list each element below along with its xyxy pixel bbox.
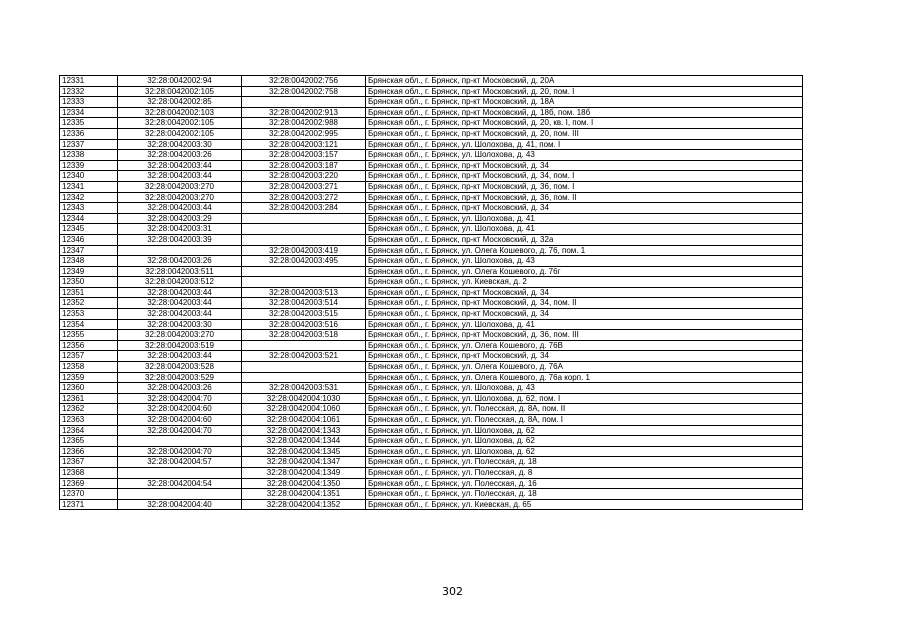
table-row xyxy=(60,234,803,245)
land-cadastral-number-cell: 32:28:0042003:519 xyxy=(118,340,242,351)
land-cadastral-number-cell: 32:28:0042004:70 xyxy=(118,425,242,436)
row-number-cell: 12365 xyxy=(60,436,118,447)
land-cadastral-number-cell: 32:28:0042003:30 xyxy=(118,139,242,150)
object-cadastral-number-cell: 32:28:0042003:187 xyxy=(242,160,366,171)
table-row xyxy=(60,76,803,87)
object-cadastral-number-cell xyxy=(242,266,366,277)
land-cadastral-number-cell: 32:28:0042002:105 xyxy=(118,86,242,97)
object-cadastral-number-cell: 32:28:0042004:1060 xyxy=(242,404,366,415)
object-cadastral-number-cell: 32:28:0042004:1347 xyxy=(242,457,366,468)
land-cadastral-number-cell xyxy=(118,489,242,500)
row-number-cell: 12347 xyxy=(60,245,118,256)
land-cadastral-number-cell: 32:28:0042003:529 xyxy=(118,372,242,383)
table-row xyxy=(60,245,803,256)
table-row xyxy=(60,118,803,129)
row-number-cell: 12363 xyxy=(60,415,118,426)
land-cadastral-number-cell: 32:28:0042003:44 xyxy=(118,351,242,362)
object-cadastral-number-cell: 32:28:0042003:518 xyxy=(242,330,366,341)
address-cell: Брянская обл., г. Брянск, пр-кт Московский, д. 18А xyxy=(366,97,803,108)
table-row xyxy=(60,139,803,150)
address-cell: Брянская обл., г. Брянск, ул. Полесская, д. 8А, пом. II xyxy=(366,404,803,415)
object-cadastral-number-cell: 32:28:0042003:531 xyxy=(242,383,366,394)
row-number-cell: 12341 xyxy=(60,181,118,192)
table-row xyxy=(60,277,803,288)
land-cadastral-number-cell: 32:28:0042003:270 xyxy=(118,330,242,341)
row-number-cell: 12362 xyxy=(60,404,118,415)
object-cadastral-number-cell: 32:28:0042002:756 xyxy=(242,76,366,87)
address-cell: Брянская обл., г. Брянск, пр-кт Московский, д. 34, пом. I xyxy=(366,171,803,182)
address-cell: Брянская обл., г. Брянск, пр-кт Московский, д. 36, пом. III xyxy=(366,330,803,341)
row-number-cell: 12339 xyxy=(60,160,118,171)
land-cadastral-number-cell xyxy=(118,245,242,256)
object-cadastral-number-cell: 32:28:0042003:419 xyxy=(242,245,366,256)
land-cadastral-number-cell: 32:28:0042002:94 xyxy=(118,76,242,87)
row-number-cell: 12357 xyxy=(60,351,118,362)
table-row xyxy=(60,203,803,214)
table-row xyxy=(60,351,803,362)
table-row xyxy=(60,478,803,489)
address-cell: Брянская обл., г. Брянск, ул. Олега Кошевого, д. 76а корп. 1 xyxy=(366,372,803,383)
row-number-cell: 12348 xyxy=(60,256,118,267)
object-cadastral-number-cell: 32:28:0042002:913 xyxy=(242,107,366,118)
row-number-cell: 12337 xyxy=(60,139,118,150)
table-row xyxy=(60,393,803,404)
row-number-cell: 12356 xyxy=(60,340,118,351)
table-row xyxy=(60,128,803,139)
object-cadastral-number-cell: 32:28:0042004:1343 xyxy=(242,425,366,436)
table-row xyxy=(60,107,803,118)
row-number-cell: 12351 xyxy=(60,287,118,298)
row-number-cell: 12360 xyxy=(60,383,118,394)
land-cadastral-number-cell: 32:28:0042004:60 xyxy=(118,415,242,426)
table-row xyxy=(60,383,803,394)
land-cadastral-number-cell: 32:28:0042003:270 xyxy=(118,181,242,192)
object-cadastral-number-cell xyxy=(242,372,366,383)
table-row xyxy=(60,266,803,277)
land-cadastral-number-cell: 32:28:0042003:26 xyxy=(118,150,242,161)
land-cadastral-number-cell: 32:28:0042002:103 xyxy=(118,107,242,118)
row-number-cell: 12331 xyxy=(60,76,118,87)
table-row xyxy=(60,181,803,192)
table-row xyxy=(60,160,803,171)
address-cell: Брянская обл., г. Брянск, пр-кт Московский, д. 20А xyxy=(366,76,803,87)
address-cell: Брянская обл., г. Брянск, ул. Полесская, д. 18 xyxy=(366,457,803,468)
object-cadastral-number-cell: 32:28:0042004:1349 xyxy=(242,467,366,478)
land-cadastral-number-cell: 32:28:0042004:54 xyxy=(118,478,242,489)
table-row xyxy=(60,224,803,235)
land-cadastral-number-cell: 32:28:0042002:105 xyxy=(118,118,242,129)
address-cell: Брянская обл., г. Брянск, пр-кт Московский, д. 34 xyxy=(366,351,803,362)
land-cadastral-number-cell: 32:28:0042004:70 xyxy=(118,393,242,404)
object-cadastral-number-cell: 32:28:0042004:1351 xyxy=(242,489,366,500)
address-cell: Брянская обл., г. Брянск, ул. Шолохова, д. 62, пом. I xyxy=(366,393,803,404)
row-number-cell: 12349 xyxy=(60,266,118,277)
table-row xyxy=(60,467,803,478)
object-cadastral-number-cell: 32:28:0042002:758 xyxy=(242,86,366,97)
address-cell: Брянская обл., г. Брянск, пр-кт Московский, д. 32а xyxy=(366,234,803,245)
land-cadastral-number-cell: 32:28:0042003:528 xyxy=(118,362,242,373)
object-cadastral-number-cell xyxy=(242,224,366,235)
land-cadastral-number-cell: 32:28:0042002:105 xyxy=(118,128,242,139)
address-cell: Брянская обл., г. Брянск, ул. Шолохова, д. 62 xyxy=(366,446,803,457)
address-cell: Брянская обл., г. Брянск, ул. Шолохова, д. 62 xyxy=(366,436,803,447)
address-cell: Брянская обл., г. Брянск, ул. Шолохова, д. 43 xyxy=(366,383,803,394)
registry-table-body xyxy=(60,76,803,510)
object-cadastral-number-cell: 32:28:0042004:1352 xyxy=(242,499,366,510)
address-cell: Брянская обл., г. Брянск, пр-кт Московский, д. 36, пом. I xyxy=(366,181,803,192)
table-row xyxy=(60,425,803,436)
table-row xyxy=(60,372,803,383)
row-number-cell: 12342 xyxy=(60,192,118,203)
object-cadastral-number-cell: 32:28:0042003:157 xyxy=(242,150,366,161)
land-cadastral-number-cell: 32:28:0042004:40 xyxy=(118,499,242,510)
object-cadastral-number-cell: 32:28:0042003:272 xyxy=(242,192,366,203)
land-cadastral-number-cell: 32:28:0042003:29 xyxy=(118,213,242,224)
land-cadastral-number-cell: 32:28:0042002:85 xyxy=(118,97,242,108)
object-cadastral-number-cell: 32:28:0042002:995 xyxy=(242,128,366,139)
object-cadastral-number-cell xyxy=(242,362,366,373)
address-cell: Брянская обл., г. Брянск, пр-кт Московский, д. 34 xyxy=(366,160,803,171)
address-cell: Брянская обл., г. Брянск, ул. Полесская, д. 16 xyxy=(366,478,803,489)
address-cell: Брянская обл., г. Брянск, ул. Олега Кошевого, д. 76В xyxy=(366,340,803,351)
land-cadastral-number-cell: 32:28:0042003:44 xyxy=(118,160,242,171)
address-cell: Брянская обл., г. Брянск, пр-кт Московский, д. 18б, пом. 18б xyxy=(366,107,803,118)
table-row xyxy=(60,362,803,373)
address-cell: Брянская обл., г. Брянск, ул. Шолохова, д. 41, пом. I xyxy=(366,139,803,150)
address-cell: Брянская обл., г. Брянск, пр-кт Московский, д. 34, пом. II xyxy=(366,298,803,309)
table-row xyxy=(60,404,803,415)
row-number-cell: 12358 xyxy=(60,362,118,373)
table-row xyxy=(60,436,803,447)
object-cadastral-number-cell xyxy=(242,213,366,224)
row-number-cell: 12370 xyxy=(60,489,118,500)
object-cadastral-number-cell: 32:28:0042003:515 xyxy=(242,309,366,320)
object-cadastral-number-cell: 32:28:0042003:220 xyxy=(242,171,366,182)
registry-table xyxy=(59,75,803,510)
object-cadastral-number-cell: 32:28:0042003:284 xyxy=(242,203,366,214)
address-cell: Брянская обл., г. Брянск, пр-кт Московский, д. 34 xyxy=(366,203,803,214)
address-cell: Брянская обл., г. Брянск, пр-кт Московский, д. 20, пом. I xyxy=(366,86,803,97)
table-row xyxy=(60,298,803,309)
table-row xyxy=(60,309,803,320)
table-row xyxy=(60,213,803,224)
address-cell: Брянская обл., г. Брянск, пр-кт Московский, д. 36, пом. II xyxy=(366,192,803,203)
row-number-cell: 12371 xyxy=(60,499,118,510)
row-number-cell: 12344 xyxy=(60,213,118,224)
page-number: 302 xyxy=(442,585,463,598)
address-cell: Брянская обл., г. Брянск, ул. Шолохова, д. 43 xyxy=(366,256,803,267)
land-cadastral-number-cell: 32:28:0042004:60 xyxy=(118,404,242,415)
address-cell: Брянская обл., г. Брянск, пр-кт Московский, д. 20, кв. I, пом. I xyxy=(366,118,803,129)
table-row xyxy=(60,457,803,468)
land-cadastral-number-cell: 32:28:0042003:39 xyxy=(118,234,242,245)
row-number-cell: 12369 xyxy=(60,478,118,489)
table-row xyxy=(60,287,803,298)
land-cadastral-number-cell: 32:28:0042003:44 xyxy=(118,203,242,214)
address-cell: Брянская обл., г. Брянск, ул. Шолохова, д. 41 xyxy=(366,319,803,330)
object-cadastral-number-cell: 32:28:0042003:495 xyxy=(242,256,366,267)
table-row xyxy=(60,446,803,457)
land-cadastral-number-cell: 32:28:0042003:26 xyxy=(118,256,242,267)
address-cell: Брянская обл., г. Брянск, ул. Олега Кошевого, д. 76г xyxy=(366,266,803,277)
object-cadastral-number-cell: 32:28:0042003:521 xyxy=(242,351,366,362)
land-cadastral-number-cell: 32:28:0042003:512 xyxy=(118,277,242,288)
row-number-cell: 12355 xyxy=(60,330,118,341)
row-number-cell: 12334 xyxy=(60,107,118,118)
table-row xyxy=(60,499,803,510)
table-row xyxy=(60,340,803,351)
row-number-cell: 12338 xyxy=(60,150,118,161)
row-number-cell: 12364 xyxy=(60,425,118,436)
object-cadastral-number-cell: 32:28:0042004:1344 xyxy=(242,436,366,447)
land-cadastral-number-cell: 32:28:0042003:44 xyxy=(118,171,242,182)
row-number-cell: 12346 xyxy=(60,234,118,245)
address-cell: Брянская обл., г. Брянск, ул. Шолохова, д. 41 xyxy=(366,224,803,235)
table-row xyxy=(60,330,803,341)
object-cadastral-number-cell: 32:28:0042002:988 xyxy=(242,118,366,129)
row-number-cell: 12340 xyxy=(60,171,118,182)
land-cadastral-number-cell: 32:28:0042003:270 xyxy=(118,192,242,203)
object-cadastral-number-cell: 32:28:0042004:1350 xyxy=(242,478,366,489)
table-row xyxy=(60,415,803,426)
address-cell: Брянская обл., г. Брянск, ул. Полесская, д. 18 xyxy=(366,489,803,500)
row-number-cell: 12352 xyxy=(60,298,118,309)
address-cell: Брянская обл., г. Брянск, ул. Шолохова, д. 41 xyxy=(366,213,803,224)
row-number-cell: 12332 xyxy=(60,86,118,97)
row-number-cell: 12353 xyxy=(60,309,118,320)
address-cell: Брянская обл., г. Брянск, ул. Киевская, д. 65 xyxy=(366,499,803,510)
land-cadastral-number-cell: 32:28:0042003:44 xyxy=(118,309,242,320)
object-cadastral-number-cell: 32:28:0042003:513 xyxy=(242,287,366,298)
object-cadastral-number-cell: 32:28:0042003:121 xyxy=(242,139,366,150)
row-number-cell: 12350 xyxy=(60,277,118,288)
object-cadastral-number-cell: 32:28:0042004:1061 xyxy=(242,415,366,426)
address-cell: Брянская обл., г. Брянск, пр-кт Московский, д. 34 xyxy=(366,309,803,320)
object-cadastral-number-cell: 32:28:0042003:514 xyxy=(242,298,366,309)
address-cell: Брянская обл., г. Брянск, ул. Олега Кошевого, д. 76А xyxy=(366,362,803,373)
land-cadastral-number-cell xyxy=(118,467,242,478)
address-cell: Брянская обл., г. Брянск, ул. Полесская, д. 8 xyxy=(366,467,803,478)
row-number-cell: 12336 xyxy=(60,128,118,139)
land-cadastral-number-cell: 32:28:0042004:70 xyxy=(118,446,242,457)
row-number-cell: 12354 xyxy=(60,319,118,330)
row-number-cell: 12366 xyxy=(60,446,118,457)
object-cadastral-number-cell: 32:28:0042003:271 xyxy=(242,181,366,192)
table-row xyxy=(60,256,803,267)
address-cell: Брянская обл., г. Брянск, пр-кт Московский, д. 34 xyxy=(366,287,803,298)
land-cadastral-number-cell: 32:28:0042003:44 xyxy=(118,287,242,298)
land-cadastral-number-cell: 32:28:0042003:511 xyxy=(118,266,242,277)
land-cadastral-number-cell xyxy=(118,436,242,447)
object-cadastral-number-cell xyxy=(242,340,366,351)
object-cadastral-number-cell: 32:28:0042004:1030 xyxy=(242,393,366,404)
row-number-cell: 12368 xyxy=(60,467,118,478)
object-cadastral-number-cell xyxy=(242,234,366,245)
row-number-cell: 12345 xyxy=(60,224,118,235)
object-cadastral-number-cell: 32:28:0042004:1345 xyxy=(242,446,366,457)
table-row xyxy=(60,319,803,330)
row-number-cell: 12343 xyxy=(60,203,118,214)
land-cadastral-number-cell: 32:28:0042003:44 xyxy=(118,298,242,309)
table-row xyxy=(60,150,803,161)
address-cell: Брянская обл., г. Брянск, пр-кт Московский, д. 20, пом. III xyxy=(366,128,803,139)
object-cadastral-number-cell: 32:28:0042003:516 xyxy=(242,319,366,330)
table-row xyxy=(60,97,803,108)
land-cadastral-number-cell: 32:28:0042003:31 xyxy=(118,224,242,235)
table-row xyxy=(60,86,803,97)
object-cadastral-number-cell xyxy=(242,277,366,288)
row-number-cell: 12367 xyxy=(60,457,118,468)
address-cell: Брянская обл., г. Брянск, ул. Шолохова, д. 62 xyxy=(366,425,803,436)
row-number-cell: 12361 xyxy=(60,393,118,404)
table-row xyxy=(60,171,803,182)
land-cadastral-number-cell: 32:28:0042003:30 xyxy=(118,319,242,330)
table-row xyxy=(60,192,803,203)
table-row xyxy=(60,489,803,500)
address-cell: Брянская обл., г. Брянск, ул. Шолохова, д. 43 xyxy=(366,150,803,161)
row-number-cell: 12335 xyxy=(60,118,118,129)
land-cadastral-number-cell: 32:28:0042003:26 xyxy=(118,383,242,394)
land-cadastral-number-cell: 32:28:0042004:57 xyxy=(118,457,242,468)
object-cadastral-number-cell xyxy=(242,97,366,108)
row-number-cell: 12359 xyxy=(60,372,118,383)
address-cell: Брянская обл., г. Брянск, ул. Киевская, д. 2 xyxy=(366,277,803,288)
address-cell: Брянская обл., г. Брянск, ул. Полесская, д. 8А, пом. I xyxy=(366,415,803,426)
address-cell: Брянская обл., г. Брянск, ул. Олега Кошевого, д. 76, пом. 1 xyxy=(366,245,803,256)
row-number-cell: 12333 xyxy=(60,97,118,108)
